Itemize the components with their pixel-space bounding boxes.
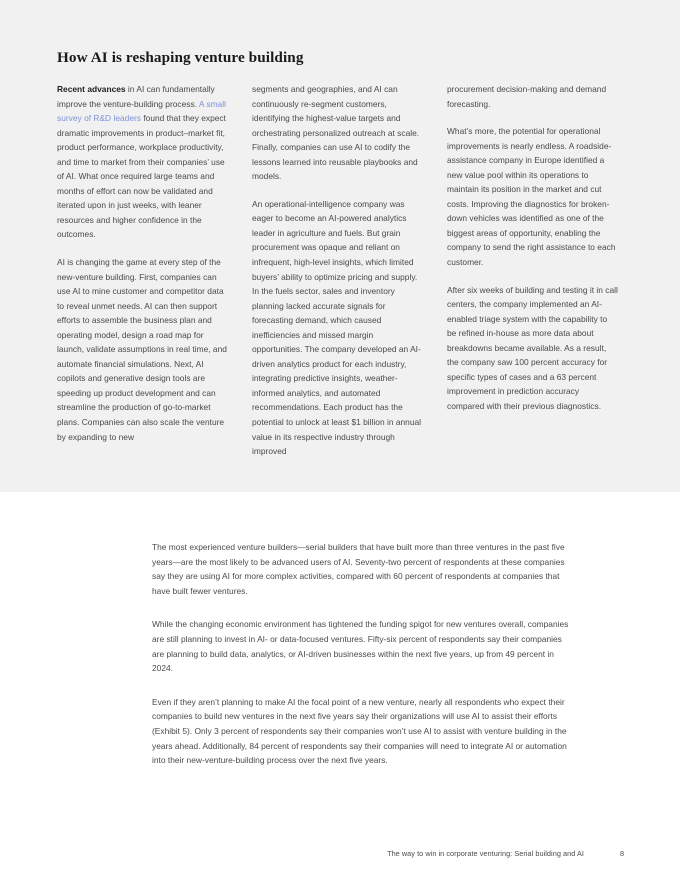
paragraph: What’s more, the potential for operational improvements is nearly endless. A roadside-assistance company in Europe identified a new value pool within its operations to maintain its position in the market and cut costs. Improving the diagnostics for broken-down vehicles was identified as one of the biggest areas of opportunity, enabling the company to send the right assistance to each customer. bbox=[447, 126, 616, 268]
paragraph: Even if they aren’t planning to make AI the focal point of a new venture, nearly all respondents who expect their companies to build new ventures in the next five years say their organizations will use AI to assist their efforts (Exhibit 5). Only 3 percent of respondents say their companies won’t use AI to assist with venture building in the years ahead. Additionally, 84 percent of respondents say their companies will need to integrate AI or automation into their new-venture-building process over the next five years. bbox=[152, 696, 567, 766]
paragraph-text-before-link: in AI can fundamentally improve the venture-building process. bbox=[57, 84, 215, 109]
paragraph: While the changing economic environment has tightened the funding spigot for new ventures overall, companies are still planning to invest in AI- or data-focused ventures. Fifty-six percent of respondents say their companies are planning to build data, analytics, or AI-driven businesses within the next five years, up from 49 percent in 2024. bbox=[152, 619, 569, 674]
text-column-3 bbox=[447, 82, 618, 459]
three-column-text-block bbox=[57, 82, 624, 459]
footer-document-title: The way to win in corporate venturing: Serial building and AI bbox=[387, 849, 584, 858]
page-title: How AI is reshaping venture building bbox=[57, 49, 304, 67]
paragraph: procurement decision-making and demand forecasting. bbox=[447, 84, 607, 109]
paragraph: An operational-intelligence company was eager to become an AI-powered analytics leader in agriculture and fuels. But grain procurement was opaque and reliant on infrequent, high-level insights, which limited buyers’ ability to optimize pricing and supply. In the fuels sector, sales and inventory planning lacked accurate signals for forecasting demand, which caused inefficiencies and missed margin opportunities. The company developed an AI-driven analytics product for each industry, integrating predictive insights, weather-informed analytics, and automated recommendations. Each product has the potential to unlock at least $1 billion in annual value in its respective industry through improved bbox=[252, 198, 422, 457]
footer-page-number: 8 bbox=[619, 849, 624, 858]
lower-body-section bbox=[152, 540, 576, 768]
paragraph-text-after-link: found that they expect dramatic improvements in product–market fit, product performance, workplace productivity, and time to market from their companies’ use of AI. What once required large teams and months of effort can now be validated and iterated upon in just weeks, with leaner resources and higher confidence in the outcomes. bbox=[57, 113, 226, 240]
text-column-2 bbox=[252, 82, 423, 459]
paragraph bbox=[57, 82, 228, 242]
paragraph: segments and geographies, and AI can continuously re-segment customers, identifying the highest-value targets and orchestrating personalized outreach at scale. Finally, companies can use AI to codify the lessons learned into reusable playbooks and models. bbox=[252, 84, 420, 182]
text-column-1 bbox=[57, 82, 228, 459]
paragraph: After six weeks of building and testing it in call centers, the company implemented an AI-enabled triage system with the capability to be refined in-house as more data about breakdowns became available. As a result, the company saw 100 percent accuracy for specific types of cases and a 63 percent improvement in prediction accuracy compared with their previous diagnostics. bbox=[447, 284, 618, 411]
paragraph-lead-in: Recent advances bbox=[57, 84, 126, 94]
paragraph: The most experienced venture builders—serial builders that have built more than three ventures in the past five years—are the most likely to be advanced users of AI. Seventy-two percent of respondents at these companies say they are using AI for more complex activities, compared with 60 percent of respondents at companies that have built fewer ventures. bbox=[152, 542, 565, 596]
paragraph: AI is changing the game at every step of the new-venture building. First, companies can use AI to mine customer and competitor data to reveal unmet needs. AI can then support efforts to assemble the business plan and operating model, design a road map for launch, validate assumptions in real time, and automate financial simulations. Next, AI copilots and generative design tools are speeding up product development and can streamline the production of go-to-market plans. Companies can also scale the venture by expanding to new bbox=[57, 257, 227, 442]
rd-leaders-survey-link[interactable]: A small survey of R&D leaders bbox=[57, 98, 226, 124]
page-footer bbox=[57, 849, 624, 858]
